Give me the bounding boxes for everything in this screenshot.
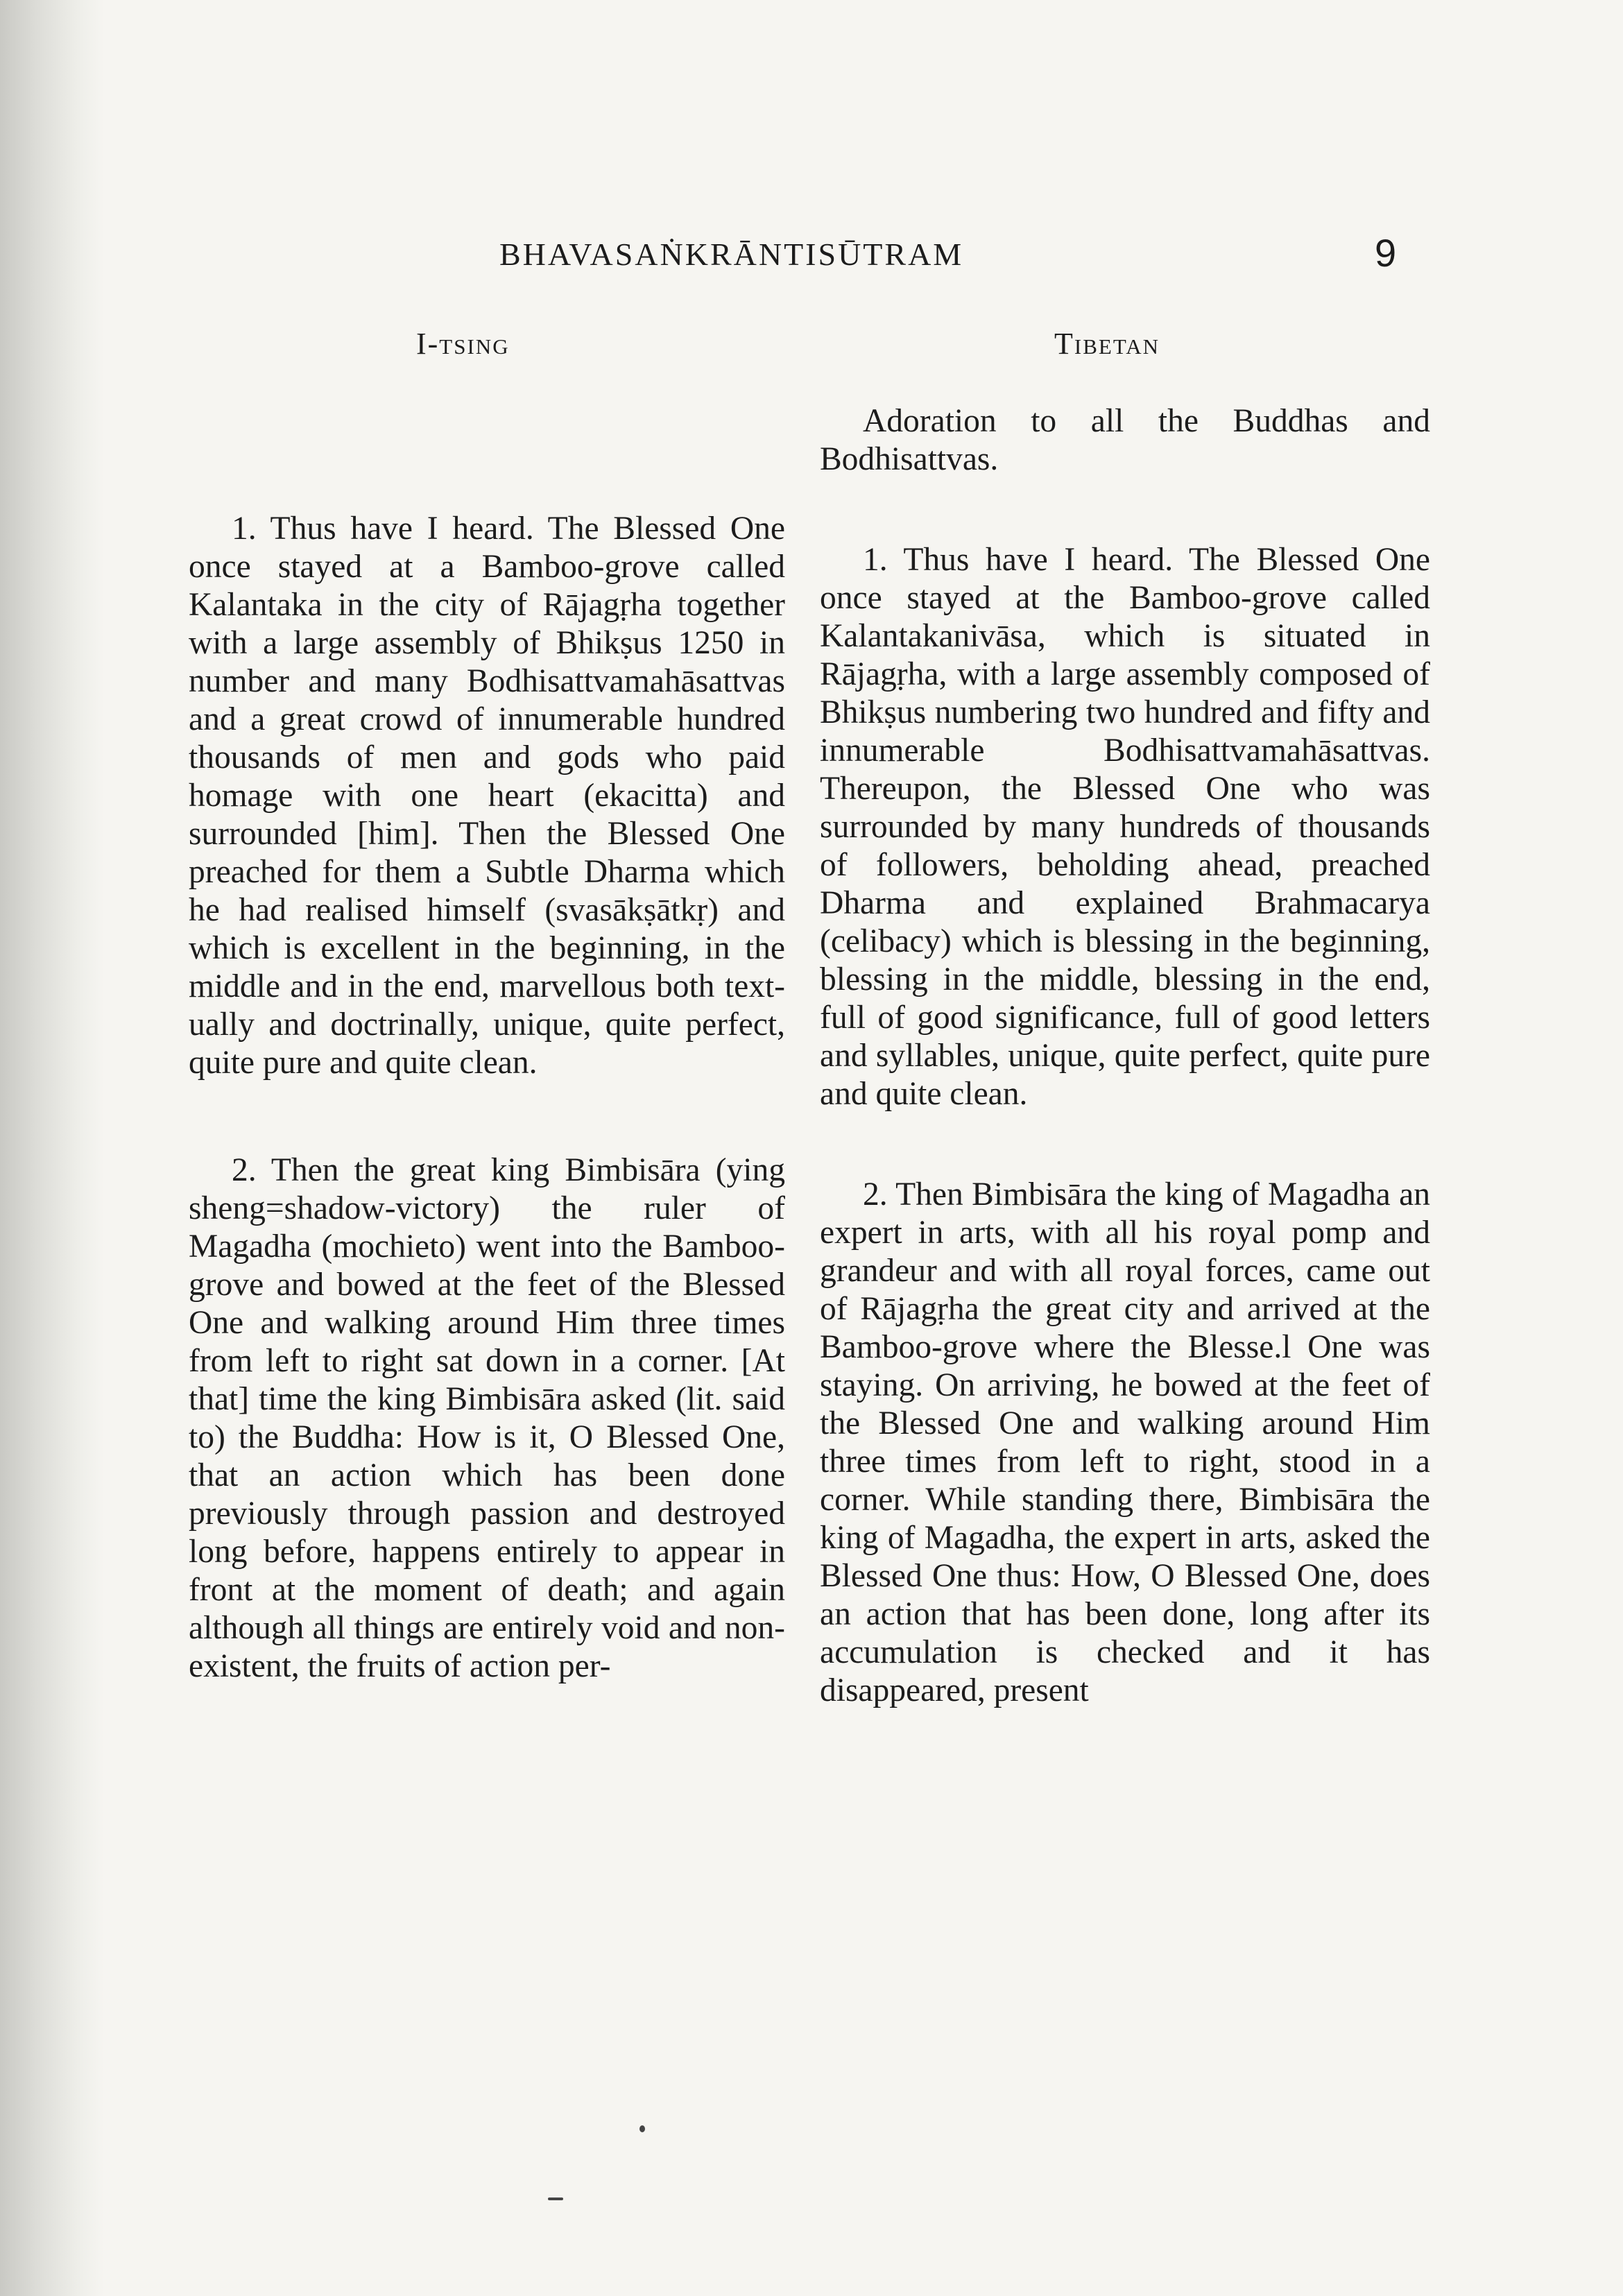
- left-paragraph-2: 2. Then the great king Bimbisāra (ying sheng=shadow-victory) the ruler of Magadha (mochieto) went into the Bamboo-grove and bowed at the feet of the Blessed One and walking around Him three times from left to right sat down in a corner. [At that] time the king Bimbisāra asked (lit. said to) the Buddha: How is it, O Blessed One, that an action which has been done previously through passion and destroyed long before, happens entirely to appear in front at the moment of death; and again although all things are entirely void and non-existent, the fruits of action per-: [189, 1152, 785, 1684]
- right-paragraph-2: 2. Then Bimbisāra the king of Magadha an expert in arts, with all his royal pomp and grandeur and with all royal forces, came out of Rājagṛha the great city and arrived at the Bamboo-grove where the Blesse.l One was staying. On arriving, he bowed at the feet of the Blessed One and walking around Him three times from left to right, stood in a corner. While standing there, Bimbisāra the king of Magadha, the expert in arts, asked the Blessed One thus: How, O Blessed One, does an action that has been done, long after its accumulation is checked and it has disappeared, present: [820, 1176, 1430, 1708]
- scan-speck: [639, 2125, 645, 2132]
- page-header: [0, 231, 1623, 277]
- left-column-itsing: [189, 510, 785, 1686]
- scan-speck: [548, 2198, 563, 2200]
- right-paragraph-1: 1. Thus have I heard. The Blessed One once stayed at the Bamboo-grove called Kalantakanivāsa, which is situated in Rājagṛha, with a large assembly composed of Bhikṣus numbering two hundred and fifty and innumerable Bodhisattvamahāsattvas. Thereupon, the Blessed One who was surrounded by many hundreds of thousands of followers, beholding ahead, preached Dharma and explained Brahmacarya (celibacy) which is blessing in the beginning, blessing in the middle, blessing in the end, full of good significance, full of good letters and syllables, unique, quite perfect, quite pure and quite clean.: [820, 542, 1430, 1112]
- running-title: BHAVASAṄKRĀNTISŪTRAM: [499, 237, 964, 272]
- right-column-tibetan: [820, 402, 1430, 1710]
- right-column-heading: Tibetan: [1054, 327, 1160, 361]
- scan-shadow: [0, 0, 104, 2296]
- page-number: 9: [1375, 231, 1397, 275]
- left-paragraph-1: 1. Thus have I heard. The Blessed One once stayed at a Bamboo-grove called Kalantaka in the city of Rājagṛha together with a large assembly of Bhikṣus 1250 in number and many Bodhisattvamahāsattvas and a great crowd of innumerable hundred thousands of men and gods who paid homage with one heart (ekacitta) and surrounded [him]. Then the Blessed One preached for them a Subtle Dharma which he had realised himself (svasākṣātkṛ) and which is excellent in the beginning, in the middle and in the end, marvellous both textually and doctrinally, unique, quite perfect, quite pure and quite clean.: [189, 511, 785, 1081]
- adoration-line: Adoration to all the Buddhas and Bodhisattvas.: [820, 403, 1430, 477]
- left-column-heading: I-tsing: [416, 327, 510, 361]
